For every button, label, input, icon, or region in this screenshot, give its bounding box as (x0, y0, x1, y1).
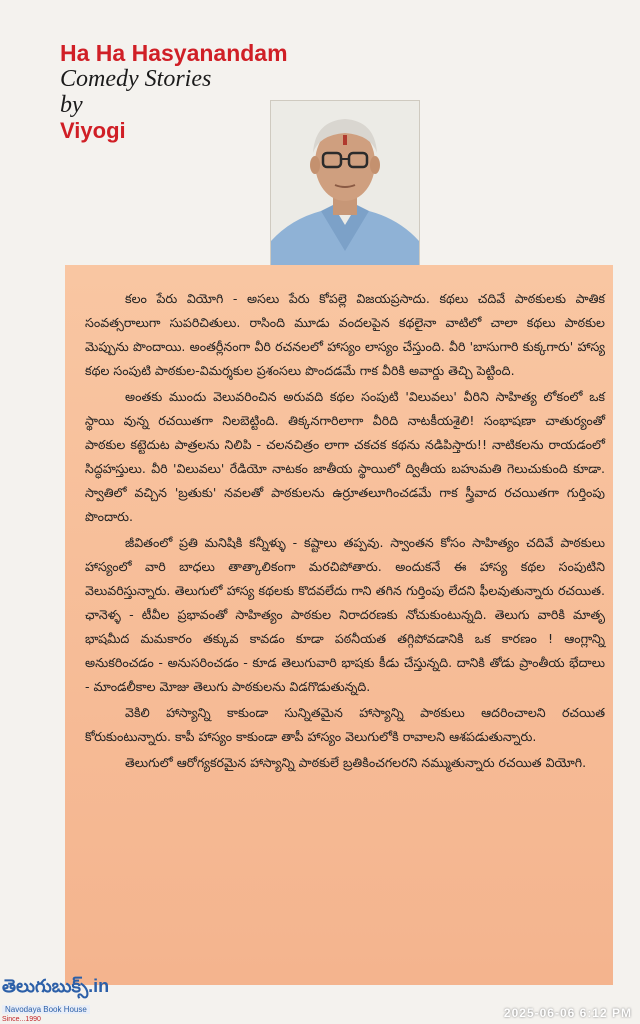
blurb-paragraph: అంతకు ముందు వెలువరించిన అరువది కథల సంపుటి 'విలువలు' వీరిని సాహిత్య లోకంలో ఒక స్థాయి వున్న రచయితగా నిలబెట్టింది. తిక్కనగారిలాగా వీరిది నాటకీయశైలి! సంభాషణా చాతుర్యంతో పాఠకుల కట్టెదుట పాత్రలను నిలిపి - చలనచిత్రం లాగా చకచక కథను నడిపిస్తారు!! నాటికలను రాయడంలో సిద్ధహస్తులు. వీరి 'విలువలు' రేడియో నాటకం జాతీయ స్థాయిలో ద్వితీయ బహుమతి గెలుచుకుంది కూడా. స్వాతిలో వచ్చిన 'బ్రతుకు' నవలతో పాఠకులను ఉర్రూతలూగించడమే గాక స్త్రీవాద రచయితగా గుర్తింపు పొందారు. (85, 389, 605, 524)
logo-name: తెలుగుబుక్స్.in (2, 976, 110, 996)
book-title: Ha Ha Hasyanandam (60, 40, 288, 66)
blurb-paragraph: జీవితంలో ప్రతి మనిషికి కన్నీళ్ళు - కష్టాలు తప్పవు. స్వాంతన కోసం సాహిత్యం చదివే పాఠకులు హాస్యంలో వారి బాధలు తాత్కాలికంగా మరచిపోతారు. అందుకనే ఈ హాస్య కథల సంపుటిని వెలువరిస్తున్నారు. తెలుగులో హాస్య కథలకు కొదవలేదు గాని తగిన గుర్తింపు లేదని ఫీలవుతున్నారు రచయిత. ఛానెళ్ళ - టీవీల ప్రభావంతో సాహిత్యం పాఠకుల నిరాదరణకు నోచుకుంటున్నది. తెలుగు వారికి మాతృ భాషమీద మమకారం తక్కువ కావడం కూడా పఠనీయత తగ్గిపోవడానికి ఒక కారణం ! ఆంగ్లాన్ని అనుకరించడం - అనుసరించడం - కూడ తెలుగువారి భాషకు కీడు చేస్తున్నది. దానికి తోడు ప్రాంతీయ భేదాలు - మాండలీకాల మోజు తెలుగు పాఠకులను విడగొడుతున్నది. (85, 535, 605, 694)
back-cover-blurb (65, 265, 613, 985)
blurb-paragraph: తెలుగులో ఆరోగ్యకరమైన హాస్యాన్ని పాఠకులే బ్రతికించగలరని నమ్ముతున్నారు రచయిత వియోగి. (125, 755, 587, 770)
photo-timestamp: 2025-06-06 6:12 PM (503, 1006, 632, 1020)
author-name: Viyogi (60, 118, 126, 143)
by-label: by (60, 92, 83, 118)
blurb-paragraph: వెకిలి హాస్యాన్ని కాకుండా సున్నితమైన హాస్యాన్ని పాఠకులు ఆదరించాలని రచయిత కోరుకుంటున్నారు. కాపీ హాస్యం కాకుండా తాపీ హాస్యం వెలుగులోకి రావాలని ఆశపడుతున్నారు. (85, 705, 605, 744)
author-photo (270, 100, 420, 288)
author-portrait-illustration (271, 101, 419, 287)
logo-subtitle: Navodaya Book House (2, 1005, 90, 1014)
book-subtitle: Comedy Stories (60, 66, 212, 92)
publisher-logo (2, 975, 130, 1023)
blurb-paragraph: కలం పేరు వియోగి - అసలు పేరు కోపల్లె విజయప్రసాదు. కథలు చదివే పాఠకులకు పాతిక సంవత్సరాలుగా సుపరిచితులు. రాసింది మూడు వందలపైన కథలైనా వాటిలో చాలా కథలు పాఠకుల మెప్పును పొందాయి. అంతర్లీనంగా వీరి రచనలలో హాస్యం లాస్యం చేస్తుంది. వీరి 'బాసుగారి కుక్కగారు' హాస్య కథల సంపుటి పాఠకుల-విమర్శకుల ప్రశంసలు పొందడమే గాక వీరికి అవార్డు తెచ్చి పెట్టింది. (85, 291, 605, 378)
cover-header (60, 40, 288, 144)
logo-since: Since...1990 (2, 1016, 41, 1023)
